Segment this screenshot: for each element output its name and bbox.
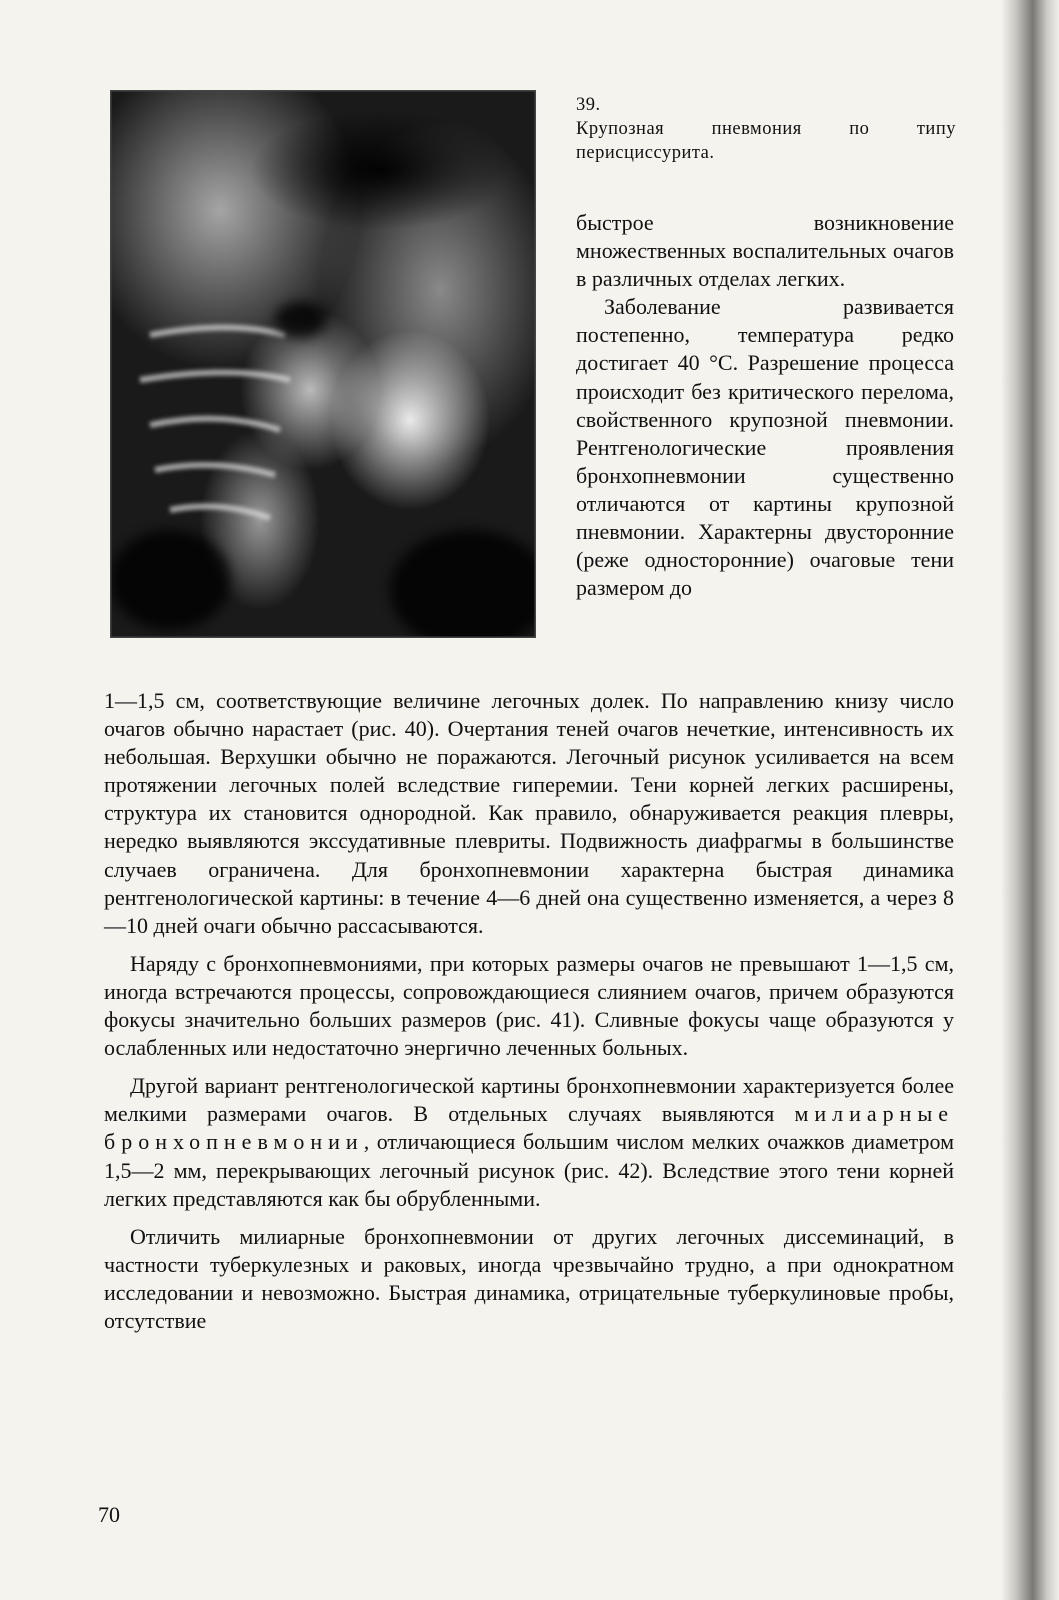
page-binding-shadow bbox=[1001, 0, 1059, 1600]
paragraph: быстрое возникновение множественных воспалительных очагов в различных отделах легких. bbox=[576, 210, 954, 292]
paragraph: 1—1,5 см, соответствующие величине легочных долек. По направлению книзу число очагов обычно нарастает (рис. 40). Очертания теней очагов нечеткие, интенсивность их небольшая. Верхушки обычно не поражаются. Легочный рисунок усиливается на всем протяжении легочных полей вследствие гиперемии. Тени корней легких расширены, структура их становится однородной. Как правило, обнаруживается реакция плевры, нередко выявляются экссудативные плевриты. Подвижность диафрагмы в большинстве случаев ограничена. Для бронхопневмонии характерна быстрая динамика рентгенологической картины: в течение 4—6 дней она существенно изменяется, а через 8—10 дней очаги обычно рассасываются. bbox=[104, 688, 954, 938]
page-number: 70 bbox=[98, 1502, 120, 1527]
xray-figure-39 bbox=[110, 90, 536, 638]
emphasized-term: милиарные бронхопневмонии bbox=[104, 1101, 954, 1155]
paragraph: Заболевание развивается постепенно, температура редко достигает 40 °С. Разрешение процесса происходит без критического перелома, свойственного крупозной пневмонии. Рентгенологические проявления бронхопневмонии существенно отличаются от картины крупозной пневмонии. Характерны двусторонние (реже односторонние) очаговые тени размером до bbox=[576, 294, 954, 601]
paragraph bbox=[104, 1072, 954, 1212]
figure-number: 39. bbox=[576, 95, 601, 115]
text-span: , отличающиеся большим числом мелких очажков диаметром 1,5—2 мм, перекрывающих легочный рисунок (рис. 42). Вследствие этого тени корней легких представляются как бы обрубленными. bbox=[104, 1129, 954, 1211]
side-column-text bbox=[576, 209, 954, 602]
figure-caption bbox=[576, 93, 956, 165]
body-text bbox=[104, 687, 954, 1345]
paragraph: Наряду с бронхопневмониями, при которых размеры очагов не превышают 1—1,5 см, иногда встречаются процессы, сопровождающиеся слиянием очагов, причем образуются фокусы значительно больших размеров (рис. 41). Сливные фокусы чаще образуются у ослабленных или недостаточно энергично леченных больных. bbox=[104, 950, 954, 1061]
paragraph: Отличить милиарные бронхопневмонии от других легочных диссеминаций, в частности туберкулезных и раковых, иногда чрезвычайно трудно, а при однократном исследовании и невозможно. Быстрая динамика, отрицательные туберкулиновые пробы, отсутствие bbox=[104, 1223, 954, 1333]
figure-caption-text: Крупозная пневмония по типу перисциссурита. bbox=[576, 119, 956, 163]
text-span: Другой вариант рентгенологической картины бронхопневмонии характеризуется более мелкими размерами очагов. В отдельных случаях выявляются bbox=[104, 1073, 954, 1127]
